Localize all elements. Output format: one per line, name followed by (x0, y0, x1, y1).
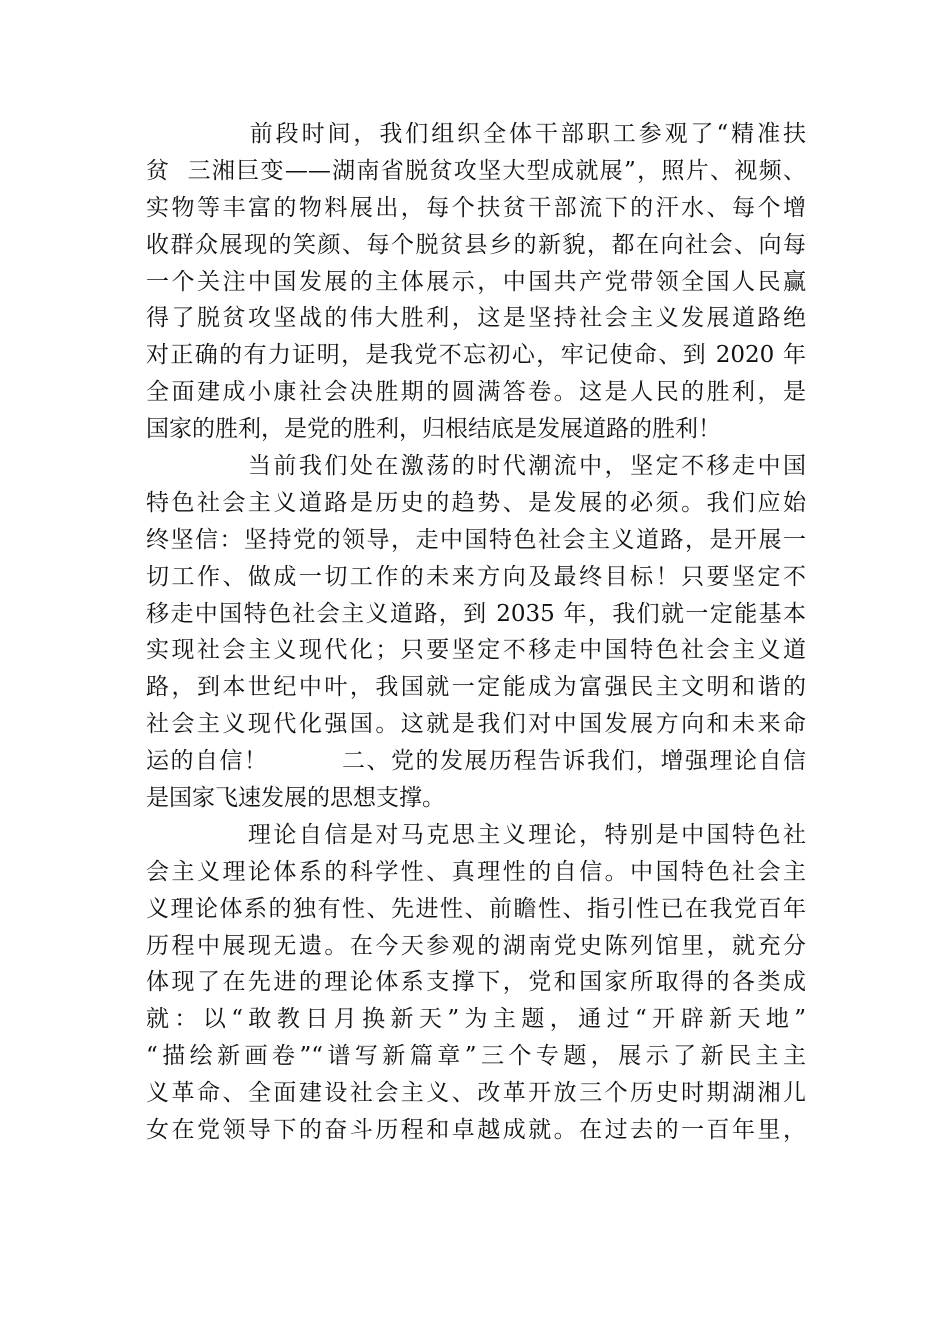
text-line: 实物等丰富的物料展出，每个扶贫干部流下的汗水、每个增 (146, 194, 806, 221)
text-line: 历程中展现无遗。在今天参观的湖南党史陈列馆里，就充分 (146, 932, 806, 959)
body-text (146, 116, 806, 1149)
text-line: 切工作、做成一切工作的未来方向及最终目标！只要坚定不 (146, 563, 806, 590)
text-line: 全面建成小康社会决胜期的圆满答卷。这是人民的胜利，是 (146, 379, 806, 406)
text-line: 得了脱贫攻坚战的伟大胜利，这是坚持社会主义发展道路绝 (146, 305, 806, 332)
text-line: 特色社会主义道路是历史的趋势、是发展的必须。我们应始 (146, 489, 806, 516)
text-line: 是国家飞速发展的思想支撑。 (146, 785, 445, 812)
text-line: 女在党领导下的奋斗历程和卓越成就。在过去的一百年里， (146, 1117, 806, 1144)
text-line: 对正确的有力证明，是我党不忘初心，牢记使命、到 2020 年 (146, 342, 806, 369)
text-line: 贫 三湘巨变——湖南省脱贫攻坚大型成就展”，照片、视频、 (146, 157, 806, 184)
text-line: 路，到本世纪中叶，我国就一定能成为富强民主文明和谐的 (146, 674, 806, 701)
text-line: 移走中国特色社会主义道路，到 2035 年，我们就一定能基本 (146, 600, 806, 627)
text-line: 理论自信是对马克思主义理论，特别是中国特色社 (146, 821, 806, 848)
text-line: 实现社会主义现代化；只要坚定不移走中国特色社会主义道 (146, 637, 806, 664)
text-line: 当前我们处在激荡的时代潮流中，坚定不移走中国 (146, 453, 806, 480)
text-line: 前段时间，我们组织全体干部职工参观了“精准扶 (146, 121, 806, 147)
text-line: 就：以“敢教日月换新天”为主题，通过“开辟新天地” (146, 1006, 806, 1033)
text-line: 社会主义现代化强国。这就是我们对中国发展方向和未来命 (146, 711, 806, 738)
text-line: 会主义理论体系的科学性、真理性的自信。中国特色社会主 (146, 858, 806, 885)
text-line: 义理论体系的独有性、先进性、前瞻性、指引性已在我党百年 (146, 895, 806, 922)
text-line: 一个关注中国发展的主体展示，中国共产党带领全国人民赢 (146, 268, 806, 295)
text-line: 义革命、全面建设社会主义、改革开放三个历史时期湖湘儿 (146, 1080, 806, 1107)
text-line: 收群众展现的笑颜、每个脱贫县乡的新貌，都在向社会、向每 (146, 231, 806, 258)
text-line: 运的自信！ 二、党的发展历程告诉我们，增强理论自信 (146, 748, 806, 775)
text-line: 终坚信：坚持党的领导，走中国特色社会主义道路，是开展一 (146, 526, 806, 553)
text-line: 国家的胜利，是党的胜利，归根结底是发展道路的胜利！ (146, 416, 721, 443)
text-line: 体现了在先进的理论体系支撑下，党和国家所取得的各类成 (146, 969, 806, 996)
text-line: “描绘新画卷”“谱写新篇章”三个专题，展示了新民主主 (146, 1043, 806, 1070)
